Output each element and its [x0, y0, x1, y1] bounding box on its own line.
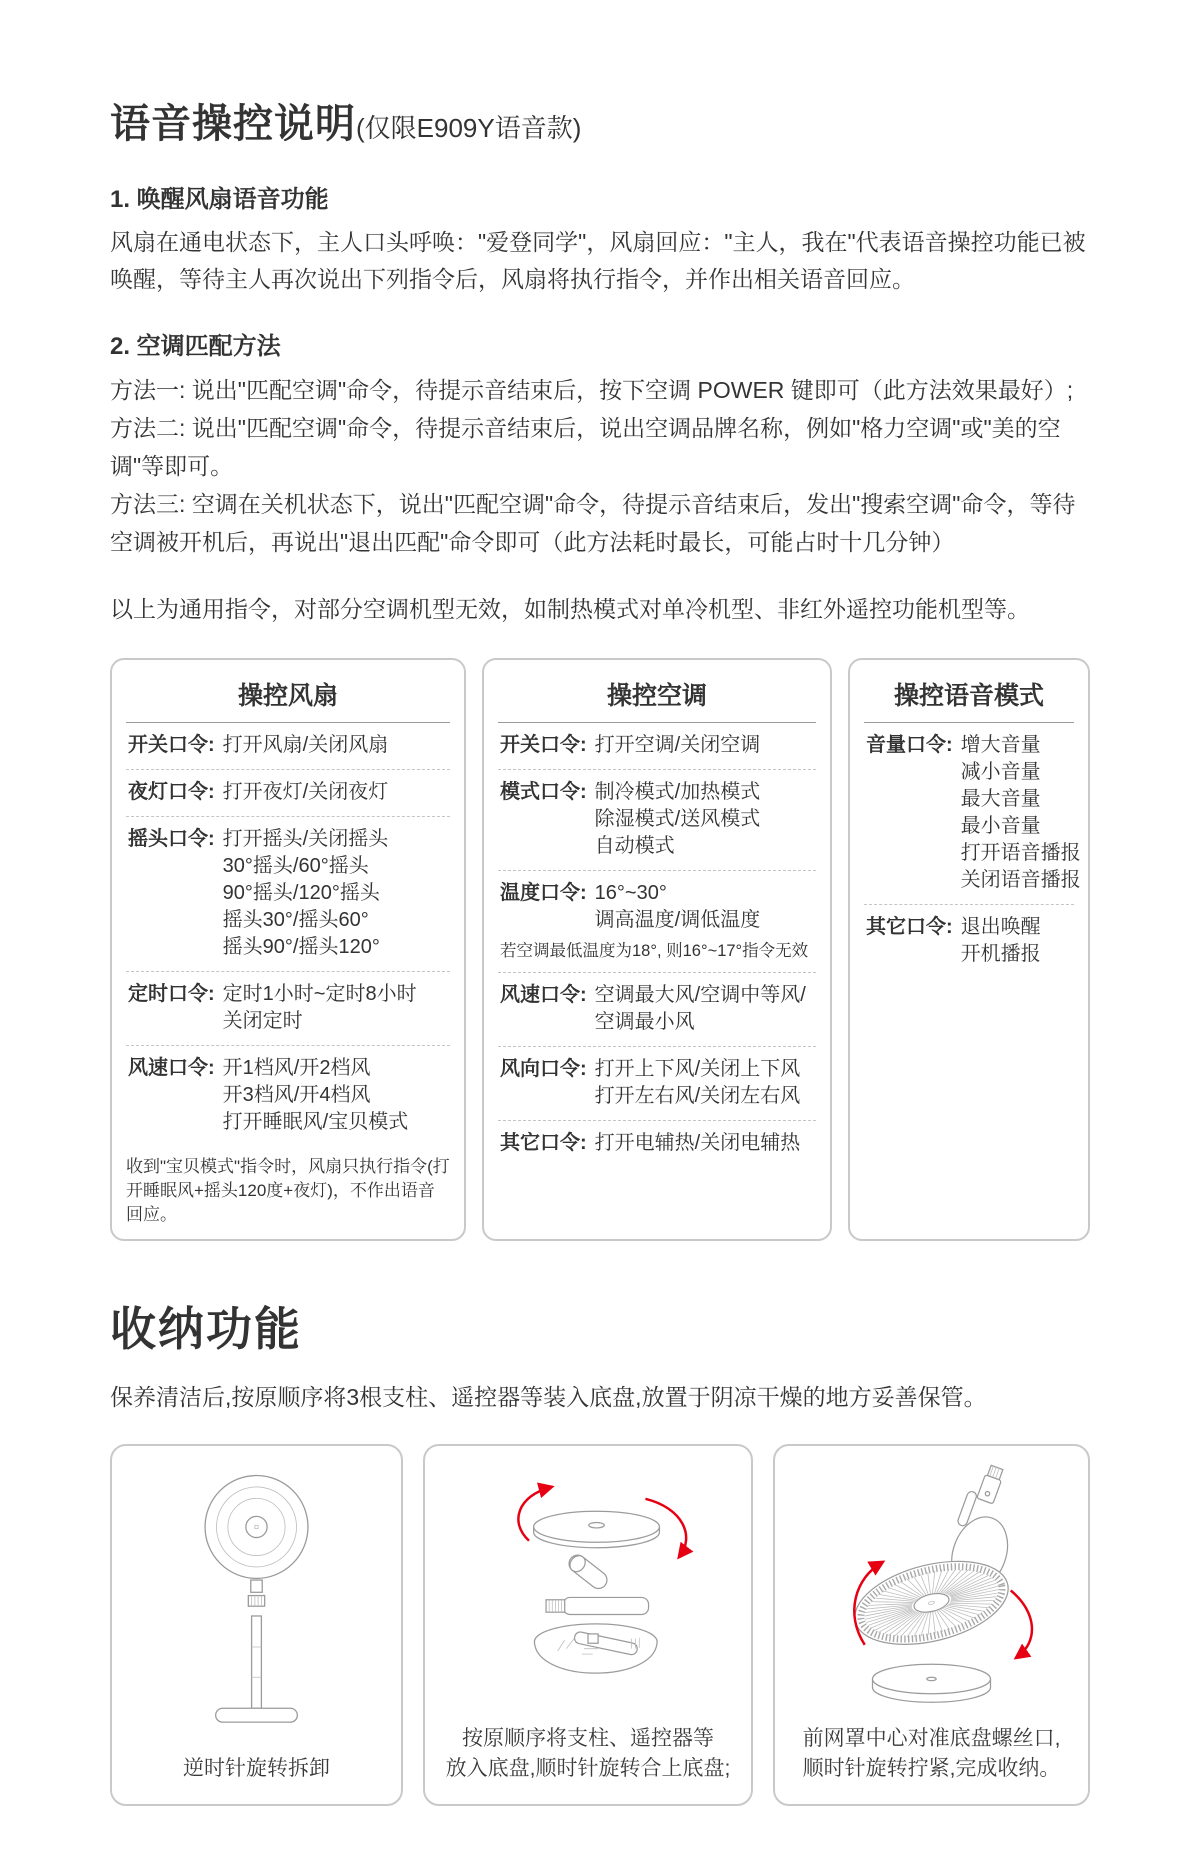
command-value-line: 打开左右风/关闭左右风 — [594, 1085, 801, 1107]
command-values — [595, 880, 761, 934]
command-row-line — [866, 914, 1072, 968]
figure-disassemble — [110, 1444, 403, 1806]
command-value-line: 减小音量 — [960, 761, 1041, 783]
command-row — [498, 973, 816, 1047]
command-value-line: 关闭语音播报 — [960, 869, 1081, 891]
command-value-line: 最大音量 — [960, 788, 1041, 810]
command-row — [498, 770, 816, 871]
pairing-method-1: 方法一: 说出"匹配空调"命令，待提示音结束后，按下空调 POWER 键即可（此方法效果最好）; — [110, 377, 1074, 403]
figure-caption — [446, 1724, 731, 1784]
command-label: 风速口令: — [128, 1057, 215, 1079]
command-row-line — [128, 826, 448, 961]
wake-section-body: 风扇在通电状态下，主人口头呼唤："爱登同学"，风扇回应："主人，我在"代表语音操控功能已被唤醒，等待主人再次说出下列指令后，风扇将执行指令，并作出相关语音回应。 — [110, 229, 1086, 292]
command-values — [223, 732, 389, 759]
command-label: 夜灯口令: — [128, 781, 215, 803]
command-value-line: 开机播报 — [960, 943, 1041, 965]
figure-caption — [803, 1724, 1061, 1784]
command-row-line — [500, 982, 814, 1036]
command-label: 风速口令: — [500, 984, 587, 1006]
command-value-line: 16°~30° — [594, 882, 667, 904]
command-row-line — [866, 732, 1081, 894]
command-value-line: 定时1小时~定时8小时 — [222, 983, 417, 1005]
model-note: (仅限E909Y语音款) — [356, 113, 582, 143]
command-label: 开关口令: — [128, 734, 215, 756]
fan-head-to-base-illustration — [785, 1460, 1078, 1724]
command-value-line: 30°摇头/60°摇头 — [222, 855, 369, 877]
wake-section-heading: 1. 唤醒风扇语音功能 — [110, 186, 329, 213]
command-box-3 — [848, 658, 1090, 1241]
command-row — [126, 972, 450, 1046]
command-value-line: 关闭定时 — [222, 1010, 303, 1032]
command-value-line: 90°摇头/120°摇头 — [222, 882, 380, 904]
figure-caption-line: 逆时针旋转拆卸 — [183, 1757, 330, 1780]
command-box-2 — [482, 658, 832, 1241]
command-box-footnote: 收到"宝贝模式"指令时，风扇只执行指令(打开睡眠风+摇头120度+夜灯)，不作出语音回应。 — [126, 1157, 450, 1224]
command-row-line — [128, 732, 448, 759]
command-row — [126, 1046, 450, 1146]
command-boxes — [110, 658, 1090, 1241]
command-row-note: 若空调最低温度为18°, 则16°~17°指令无效 — [500, 942, 809, 960]
command-value-line: 打开摇头/关闭摇头 — [222, 828, 389, 850]
command-value-line: 制冷模式/加热模式 — [594, 781, 761, 803]
command-row-line — [500, 1056, 814, 1110]
command-row — [126, 723, 450, 770]
command-value-line: 空调最大风/空调中等风/ — [594, 984, 806, 1006]
pedestal-fan-illustration — [122, 1460, 391, 1754]
command-row — [864, 723, 1081, 905]
command-value-line: 增大音量 — [960, 734, 1041, 756]
command-value-line: 打开睡眠风/宝贝模式 — [222, 1111, 409, 1133]
storage-figures — [110, 1444, 1090, 1806]
command-values — [223, 1055, 409, 1136]
command-label: 其它口令: — [500, 1132, 587, 1154]
command-value-line: 开3档风/开4档风 — [222, 1084, 371, 1106]
command-values — [595, 982, 806, 1036]
command-row-line — [128, 1055, 448, 1136]
command-value-line: 摇头90°/摇头120° — [222, 936, 380, 958]
general-note: 以上为通用指令，对部分空调机型无效，如制热模式对单冷机型、非红外遥控功能机型等。 — [110, 596, 1030, 622]
pairing-section-heading: 2. 空调匹配方法 — [110, 333, 281, 360]
command-label: 摇头口令: — [128, 828, 215, 850]
page-title-text: 语音操控说明 — [110, 102, 356, 146]
command-row-line — [500, 1130, 814, 1157]
command-row — [498, 1047, 816, 1121]
command-value-line: 开1档风/开2档风 — [222, 1057, 371, 1079]
storage-section-title: 收纳功能 — [110, 1303, 302, 1355]
pairing-method-2: 方法二: 说出"匹配空调"命令，待提示音结束后，说出空调品牌名称，例如"格力空调"或"美的空调"等即可。 — [110, 415, 1061, 479]
command-value-line: 打开风扇/关闭风扇 — [222, 734, 389, 756]
figure-pack-base — [423, 1444, 753, 1806]
command-row — [126, 817, 450, 972]
command-label: 模式口令: — [500, 781, 587, 803]
command-row — [498, 871, 816, 973]
base-packing-illustration — [435, 1460, 741, 1724]
figure-caption-line: 顺时针旋转拧紧,完成收纳。 — [802, 1757, 1061, 1780]
command-value-line: 打开夜灯/关闭夜灯 — [222, 781, 389, 803]
command-values — [223, 981, 417, 1035]
command-row-line — [500, 732, 814, 759]
command-value-line: 退出唤醒 — [960, 916, 1041, 938]
page-title — [110, 92, 1090, 149]
figure-attach-head — [773, 1444, 1090, 1806]
command-value-line: 调高温度/调低温度 — [594, 909, 761, 931]
command-value-line: 打开语音播报 — [960, 842, 1081, 864]
command-values — [595, 779, 761, 860]
command-values — [223, 826, 389, 961]
command-value-line: 摇头30°/摇头60° — [222, 909, 369, 931]
command-row — [126, 770, 450, 817]
command-values — [961, 914, 1041, 968]
command-label: 风向口令: — [500, 1058, 587, 1080]
command-box-title: 操控风扇 — [126, 660, 450, 723]
command-value-line: 空调最小风 — [594, 1011, 695, 1033]
command-row — [498, 1121, 816, 1167]
command-values — [961, 732, 1081, 894]
command-values — [595, 1056, 801, 1110]
command-values — [595, 732, 761, 759]
command-row-line — [128, 981, 448, 1035]
pairing-method-list — [110, 371, 1090, 561]
command-label: 音量口令: — [866, 734, 953, 756]
command-values — [595, 1130, 801, 1157]
figure-caption-line: 按原顺序将支柱、遥控器等 — [461, 1727, 714, 1750]
command-label: 定时口令: — [128, 983, 215, 1005]
command-box-title: 操控语音模式 — [864, 660, 1074, 723]
storage-section-body: 保养清洁后,按原顺序将3根支柱、遥控器等装入底盘,放置于阴凉干燥的地方妥善保管。 — [110, 1384, 987, 1410]
figure-caption-line: 前网罩中心对准底盘螺丝口, — [802, 1727, 1061, 1750]
figure-caption-line: 放入底盘,顺时针旋转合上底盘; — [445, 1757, 731, 1780]
command-label: 开关口令: — [500, 734, 587, 756]
command-value-line: 除湿模式/送风模式 — [594, 808, 761, 830]
pairing-method-3: 方法三: 空调在关机状态下，说出"匹配空调"命令，待提示音结束后，发出"搜索空调"命令，等待空调被开机后，再说出"退出匹配"命令即可（此方法耗时最长，可能占时十几分钟） — [110, 491, 1076, 555]
command-value-line: 打开上下风/关闭上下风 — [594, 1058, 801, 1080]
command-row-line — [128, 779, 448, 806]
command-label: 温度口令: — [500, 882, 587, 904]
command-value-line: 打开电辅热/关闭电辅热 — [594, 1132, 801, 1154]
command-row — [864, 905, 1074, 978]
command-row-line — [500, 880, 814, 934]
figure-caption — [183, 1754, 330, 1784]
command-box-title: 操控空调 — [498, 660, 816, 723]
command-box-1 — [110, 658, 466, 1241]
command-label: 其它口令: — [866, 916, 953, 938]
command-row — [498, 723, 816, 770]
command-row-line — [500, 779, 814, 860]
command-value-line: 自动模式 — [594, 835, 675, 857]
command-value-line: 打开空调/关闭空调 — [594, 734, 761, 756]
command-value-line: 最小音量 — [960, 815, 1041, 837]
command-values — [223, 779, 389, 806]
